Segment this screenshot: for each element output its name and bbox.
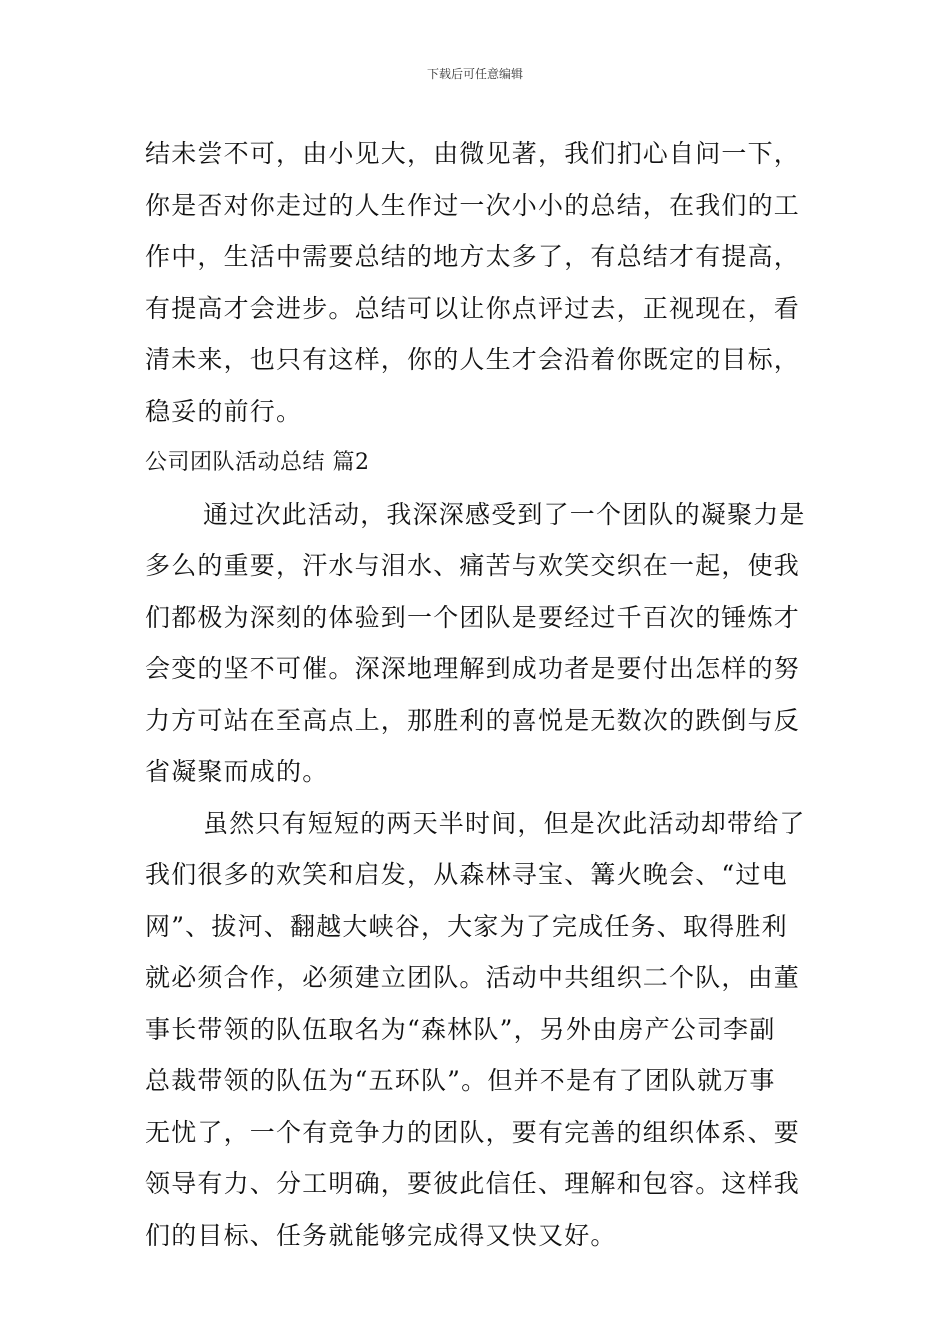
paragraph-1	[145, 128, 810, 437]
paragraph-line: 就必须合作，必须建立团队。活动中共组织二个队，由董	[145, 963, 801, 992]
paragraph-2	[145, 489, 810, 798]
paragraph-line: 总裁带领的队伍为“五环队”。但并不是有了团队就万事	[145, 1066, 776, 1095]
section-heading: 公司团队活动总结 篇2	[145, 450, 370, 475]
paragraph-line: 有提高才会进步。总结可以让你点评过去，正视现在，看	[145, 293, 801, 323]
paragraph-line: 会变的坚不可催。深深地理解到成功者是要付出怎样的努	[145, 654, 801, 683]
paragraph-line: 事长带领的队伍取名为“森林队”，另外由房产公司李副	[145, 1014, 776, 1044]
paragraph-line: 你是否对你走过的人生作过一次小小的总结，在我们的工	[145, 190, 801, 220]
paragraph-line: 我们很多的欢笑和启发，从森林寻宝、篝火晚会、“过电	[145, 860, 788, 889]
page-header: 下载后可任意编辑	[426, 67, 523, 81]
document-body	[145, 128, 810, 1261]
paragraph-line: 省凝聚而成的。	[145, 757, 329, 786]
paragraph-line: 无忧了，一个有竞争力的团队，要有完善的组织体系、要	[145, 1117, 801, 1147]
paragraph-line: 通过次此活动，我深深感受到了一个团队的凝聚力是	[203, 499, 806, 529]
paragraph-line: 清未来，也只有这样，你的人生才会沿着你既定的目标，	[145, 345, 801, 374]
paragraph-line: 们的目标、任务就能够完成得又快又好。	[145, 1220, 617, 1250]
paragraph-line: 作中，生活中需要总结的地方太多了，有总结才有提高，	[145, 242, 801, 271]
paragraph-line: 虽然只有短短的两天半时间，但是次此活动却带给了	[203, 808, 806, 838]
paragraph-line: 网”、拔河、翻越大峡谷，大家为了完成任务、取得胜利	[145, 911, 788, 941]
paragraph-line: 多么的重要，汗水与泪水、痛苦与欢笑交织在一起，使我	[145, 551, 801, 580]
paragraph-line: 稳妥的前行。	[145, 396, 303, 426]
paragraph-line: 们都极为深刻的体验到一个团队是要经过千百次的锤炼才	[145, 602, 801, 632]
paragraph-line: 领导有力、分工明确，要彼此信任、理解和包容。这样我	[145, 1169, 801, 1198]
paragraph-3	[145, 798, 810, 1262]
paragraph-line: 力方可站在至高点上，那胜利的喜悦是无数次的跌倒与反	[145, 705, 801, 735]
paragraph-line: 结未尝不可，由小见大，由微见著，我们扪心自问一下，	[145, 139, 801, 168]
